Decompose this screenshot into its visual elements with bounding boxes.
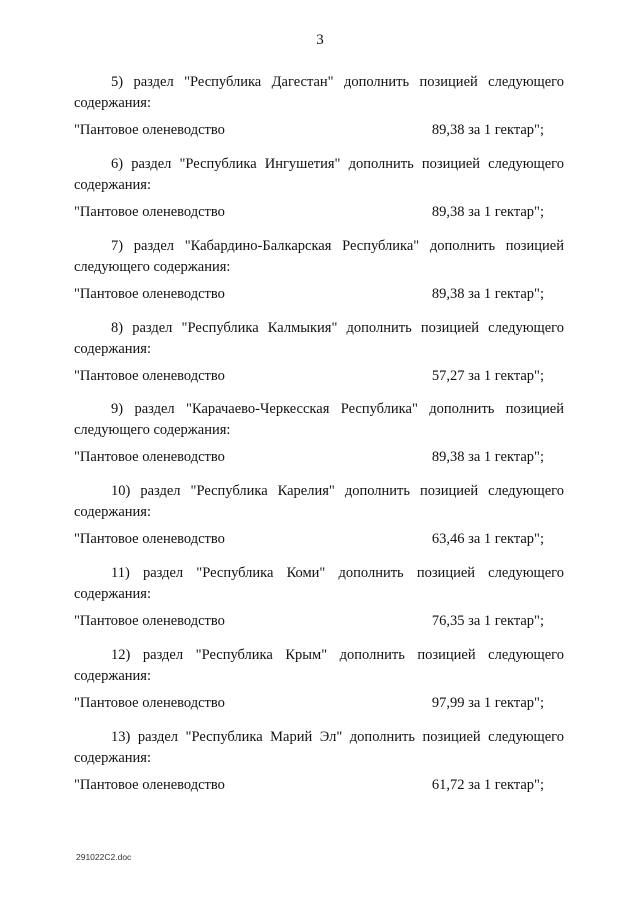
clause-line: следующего содержания: [74,259,231,275]
clause-text [74,481,564,523]
clause-line: 12) раздел "Республика Крым" дополнить позицией следующего [111,647,564,663]
item-value: 63,46 за 1 гектар"; [431,531,544,547]
clause-line: следующего содержания: [74,422,231,438]
item-value: 97,99 за 1 гектар"; [431,695,544,711]
item-value: 89,38 за 1 гектар"; [431,286,544,302]
item-row [74,531,544,551]
item-name: "Пантовое оленеводство [74,531,225,547]
clause-text [74,563,564,605]
clause-text [74,236,564,278]
item-value: 89,38 за 1 гектар"; [431,122,544,138]
clause-text [74,399,564,441]
clause-line: содержания: [74,504,152,520]
item-name: "Пантовое оленеводство [74,368,225,384]
clause-line: содержания: [74,750,152,766]
clause-line: 5) раздел "Республика Дагестан" дополнить позицией следующего [111,74,564,90]
clause-line: 13) раздел "Республика Марий Эл" дополнить позицией следующего [111,729,564,745]
clause-line: содержания: [74,177,152,193]
clause-line: 7) раздел "Кабардино-Балкарская Республика" дополнить позицией [111,238,564,254]
clause-text [74,727,564,769]
clause-text [74,318,564,360]
item-value: 76,35 за 1 гектар"; [431,613,544,629]
clause-line: содержания: [74,341,152,357]
clause-line: 11) раздел "Республика Коми" дополнить позицией следующего [111,565,564,581]
clause-line: 9) раздел "Карачаево-Черкесская Республика" дополнить позицией [111,401,564,417]
clause-text [74,72,564,114]
file-name-footer: 291022C2.doc [76,852,132,862]
item-name: "Пантовое оленеводство [74,777,225,793]
clause-line: 10) раздел "Республика Карелия" дополнить позицией следующего [111,483,564,499]
page-number: 3 [316,32,324,48]
item-row [74,777,544,797]
item-value: 61,72 за 1 гектар"; [431,777,544,793]
item-name: "Пантовое оленеводство [74,449,225,465]
item-value: 89,38 за 1 гектар"; [431,204,544,220]
clause-line: содержания: [74,668,152,684]
item-name: "Пантовое оленеводство [74,695,225,711]
item-row [74,122,544,142]
clause-text [74,645,564,687]
clause-text [74,154,564,196]
clause-line: содержания: [74,95,152,111]
item-value: 89,38 за 1 гектар"; [431,449,544,465]
item-name: "Пантовое оленеводство [74,122,225,138]
item-row [74,368,544,388]
clause-line: 8) раздел "Республика Калмыкия" дополнить позицией следующего [111,320,564,336]
item-value: 57,27 за 1 гектар"; [431,368,544,384]
item-row [74,613,544,633]
item-name: "Пантовое оленеводство [74,286,225,302]
clause-line: 6) раздел "Республика Ингушетия" дополнить позицией следующего [111,156,564,172]
clause-line: содержания: [74,586,152,602]
item-name: "Пантовое оленеводство [74,613,225,629]
item-row [74,286,544,306]
item-row [74,204,544,224]
item-row [74,449,544,469]
item-name: "Пантовое оленеводство [74,204,225,220]
item-row [74,695,544,715]
